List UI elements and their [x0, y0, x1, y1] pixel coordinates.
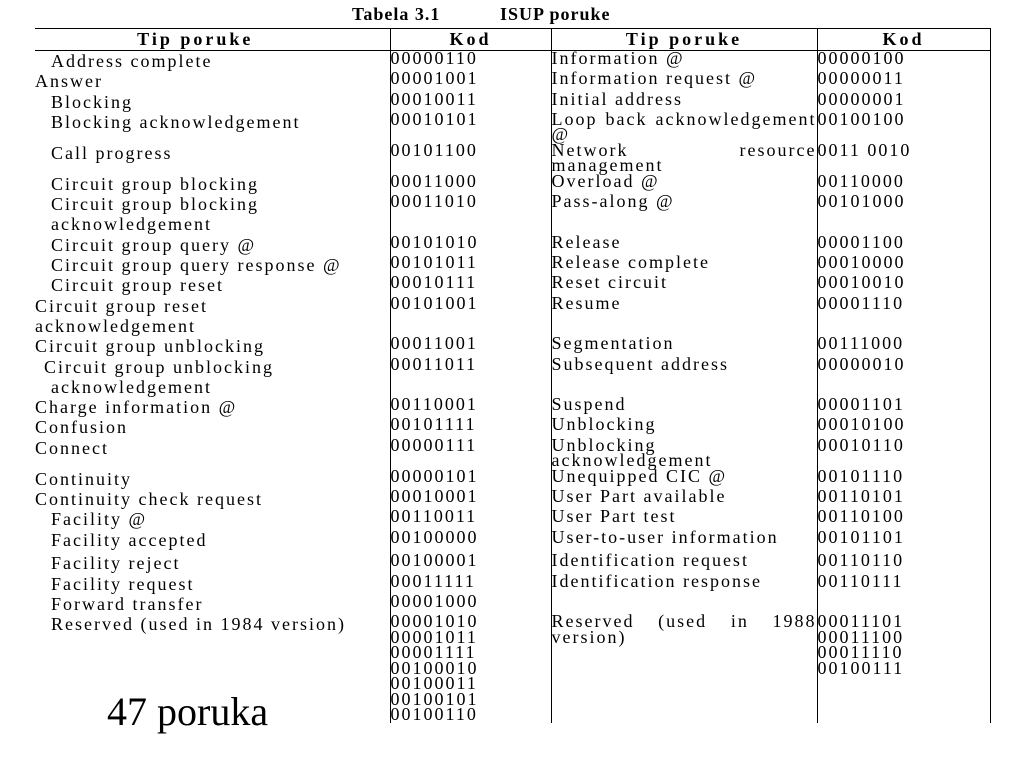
message-code-cell: 00010011: [390, 92, 551, 112]
message-code: 00011100: [817, 626, 905, 647]
message-code-cell: 00110101: [817, 489, 990, 509]
message-type-cell: User Part test: [551, 509, 817, 529]
message-code-cell: 00111000: [817, 336, 990, 356]
header-message-type: Tip poruke: [551, 29, 817, 51]
message-code-cell: 00101101: [817, 530, 990, 554]
table-caption-title: ISUP poruke: [500, 4, 611, 24]
message-code: 00011101: [817, 611, 905, 632]
message-code-cell: 0011 0010: [817, 143, 990, 174]
message-code-cell: 00011111: [390, 574, 551, 594]
message-type-cell: Answer: [35, 71, 390, 91]
message-type-cell: Circuit group unblocking acknowledgement: [35, 357, 390, 398]
message-type-cell: Identification response: [551, 574, 817, 594]
message-code: 00001111: [390, 642, 477, 663]
message-code-cell: 00101110: [817, 469, 990, 489]
message-type-cell: Identification request: [551, 553, 817, 573]
message-type-cell: User Part available: [551, 489, 817, 509]
header-code: Kod: [390, 29, 551, 51]
message-code-cell: 00101010: [390, 235, 551, 255]
message-type-cell: User-to-user information: [551, 530, 817, 554]
message-code-cell: 00110000: [817, 174, 990, 194]
message-code-cell: 00001110: [817, 296, 990, 337]
message-code: 00100110: [390, 704, 478, 725]
message-code: 00001010: [390, 611, 479, 632]
message-code-cell: 00001000: [390, 594, 551, 614]
message-type-cell: Continuity: [35, 469, 390, 489]
message-code-cell: 00000111: [390, 438, 551, 469]
message-type-cell: Suspend: [551, 397, 817, 417]
message-code-cell: 00100100: [817, 112, 990, 143]
message-type-cell: Information request @: [551, 71, 817, 91]
message-type-cell: Confusion: [35, 417, 390, 437]
message-code: 00100011: [390, 673, 478, 694]
table-row: [35, 438, 990, 469]
message-code: 00100010: [390, 657, 479, 678]
message-code: 00001011: [390, 626, 478, 647]
message-code-cell: 00110111: [817, 574, 990, 594]
table-row: [35, 357, 990, 398]
message-code-cell: 00101011: [390, 255, 551, 275]
message-type-cell: Connect: [35, 438, 390, 469]
message-type-cell: Address complete: [35, 51, 390, 72]
message-code-cell: 00000011: [817, 71, 990, 91]
message-code-cell: 00101100: [390, 143, 551, 174]
message-type-cell: Circuit group query @: [35, 235, 390, 255]
message-code-cell: [390, 611, 551, 725]
message-type-cell: Circuit group reset: [35, 275, 390, 295]
message-code-cell: 00001101: [817, 397, 990, 417]
message-code-cell: 00100000: [390, 530, 551, 554]
message-type-cell: Segmentation: [551, 336, 817, 356]
message-type-cell: Facility @: [35, 509, 390, 529]
message-type-cell: Reserved (used in 1988 version): [551, 614, 817, 723]
message-type-cell: Blocking acknowledgement: [35, 112, 390, 143]
header-code: Kod: [817, 29, 990, 51]
message-type-cell: Facility reject: [35, 553, 390, 573]
message-count-note: 47 poruka: [107, 689, 269, 734]
message-code-cell: 00110001: [390, 397, 551, 417]
message-type-cell: Charge information @: [35, 397, 390, 417]
message-type-cell: Circuit group reset acknowledgement: [35, 296, 390, 337]
message-type-cell: Circuit group unblocking: [35, 336, 390, 356]
message-type-cell: Unequipped CIC @: [551, 469, 817, 489]
message-code-cell: [817, 611, 990, 723]
message-type-cell: Reset circuit: [551, 275, 817, 295]
message-code-cell: 00011011: [390, 357, 551, 398]
message-type-cell: Pass-along @: [551, 194, 817, 235]
message-code-cell: 00000001: [817, 92, 990, 112]
message-code-cell: 00101001: [390, 296, 551, 337]
table-row: [35, 143, 990, 174]
message-code-cell: 00001100: [817, 235, 990, 255]
message-type-cell: Unblocking acknowledgement: [551, 438, 817, 469]
message-type-cell: Blocking: [35, 92, 390, 112]
message-code-cell: 00010000: [817, 255, 990, 275]
message-type-cell: Unblocking: [551, 417, 817, 437]
message-type-cell: Initial address: [551, 92, 817, 112]
message-code-cell: 00110011: [390, 509, 551, 529]
message-code-cell: 00001001: [390, 71, 551, 91]
message-code: 00100101: [390, 688, 479, 709]
header-message-type: Tip poruke: [35, 29, 390, 51]
isup-messages-table: [35, 28, 991, 723]
message-code-cell: 00011010: [390, 194, 551, 235]
message-type-cell: Loop back acknowledgement @: [551, 108, 817, 145]
message-code-cell: 00101000: [817, 194, 990, 235]
message-code-cell: 00011001: [390, 336, 551, 356]
message-type-cell: Resume: [551, 296, 817, 337]
message-code-cell: 00010010: [817, 275, 990, 295]
message-type-cell: Call progress: [35, 143, 390, 174]
message-code-cell: 00101111: [390, 417, 551, 437]
message-type-cell: Circuit group blocking: [35, 174, 390, 194]
message-type-cell: Facility accepted: [35, 530, 390, 554]
table-row: [35, 574, 990, 594]
message-code-cell: 00010100: [817, 417, 990, 437]
message-type-cell: Information @: [551, 51, 817, 72]
message-type-cell: Facility request: [35, 574, 390, 594]
message-type-cell: Subsequent address: [551, 357, 817, 398]
table-row: [35, 296, 990, 337]
message-type-cell: Continuity check request: [35, 489, 390, 509]
table-caption-number: Tabela 3.1: [352, 4, 441, 24]
table-row: [35, 112, 990, 143]
message-type-cell: Circuit group blocking acknowledgement: [35, 194, 390, 235]
message-code: 00100111: [817, 657, 905, 678]
message-code-cell: 00000110: [390, 51, 551, 72]
message-code-cell: 00011000: [390, 174, 551, 194]
message-code-cell: 00010101: [390, 112, 551, 143]
message-type-cell: Forward transfer: [35, 594, 390, 614]
message-type-cell: Overload @: [551, 174, 817, 194]
message-type-cell: Reserved (used in 1984 version): [35, 614, 390, 723]
message-code: 00011110: [817, 642, 904, 663]
message-code-cell: 00010110: [817, 438, 990, 469]
message-code-cell: 00110100: [817, 509, 990, 529]
table-row: [35, 194, 990, 235]
message-code-cell: 00100001: [390, 553, 551, 573]
message-code-cell: 00000010: [817, 357, 990, 398]
message-code-cell: 00010111: [390, 275, 551, 295]
message-code-cell: 00000100: [817, 51, 990, 72]
message-type-cell: Release: [551, 235, 817, 255]
message-code-cell: 00010001: [390, 489, 551, 509]
message-code-cell: 00000101: [390, 469, 551, 489]
message-type-cell: Circuit group query response @: [35, 255, 390, 275]
message-type-cell: Release complete: [551, 255, 817, 275]
message-type-cell: Network resource management: [551, 139, 817, 176]
message-code-cell: 00110110: [817, 553, 990, 573]
